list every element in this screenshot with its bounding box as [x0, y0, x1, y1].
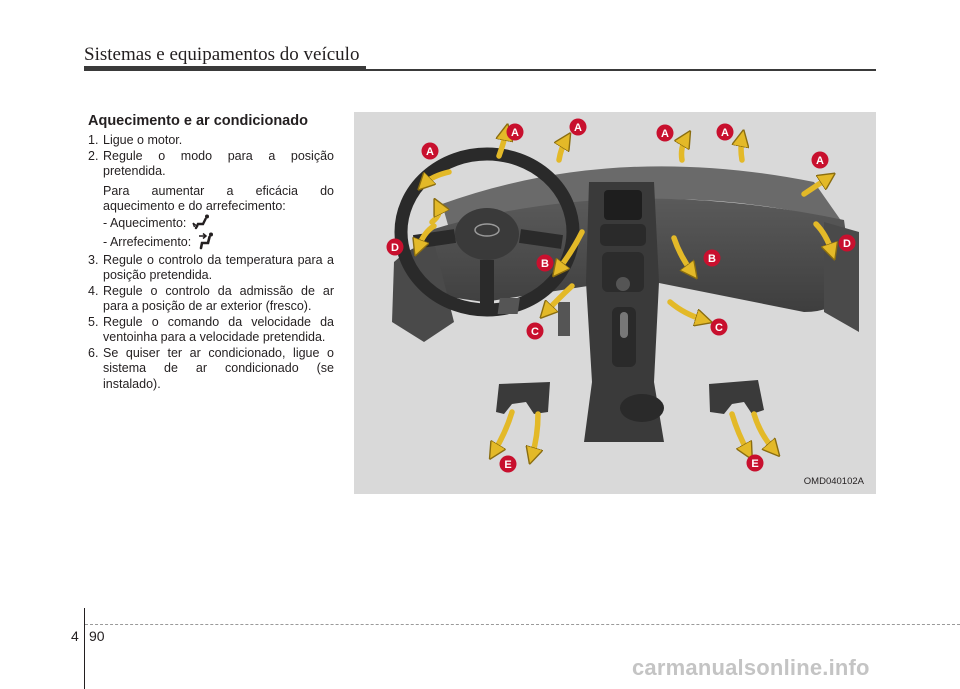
step-1: 1. Ligue o motor.: [88, 133, 183, 147]
step-2: 2. Regule o modo para a posição pretendida.: [88, 148, 334, 178]
svg-text:E: E: [751, 458, 759, 470]
audio-controls: [600, 224, 646, 246]
heating-label: - Aquecimento:: [103, 216, 187, 231]
label-b: [537, 255, 554, 272]
label-b: [704, 250, 721, 267]
pedal: [498, 298, 520, 314]
label-a: [657, 125, 674, 142]
svg-text:A: A: [721, 127, 729, 139]
label-c: [711, 319, 728, 336]
step-6: 6. Se quiser ter ar condicionado, ligue o sistema de ar condicionado (se instalado).: [88, 345, 334, 391]
svg-text:B: B: [708, 253, 716, 265]
label-a: [570, 119, 587, 136]
pedal: [558, 302, 570, 336]
instruction-steps: [88, 133, 334, 392]
label-c: [527, 323, 544, 340]
header-rule: [84, 66, 366, 71]
step-2-note: Para aumentar a eficácia do aquecimento e do arrefecimento:: [103, 183, 334, 213]
climate-knob: [616, 277, 630, 291]
label-e: [500, 456, 517, 473]
step-4: 4. Regule o controlo da admissão de ar para a posição de ar exterior (fresco).: [88, 283, 334, 313]
face-mode-icon: [197, 232, 219, 255]
svg-text:C: C: [531, 326, 539, 338]
svg-text:A: A: [426, 146, 434, 158]
svg-text:B: B: [541, 258, 549, 270]
svg-text:C: C: [715, 322, 723, 334]
label-d: [839, 235, 856, 252]
footer-dotted-rule: [85, 624, 960, 625]
step-3: 3. Regule o controlo da temperatura para a posição pretendida.: [88, 252, 334, 282]
center-display: [604, 190, 642, 220]
svg-text:A: A: [816, 155, 824, 167]
label-a: [812, 152, 829, 169]
label-d: [387, 239, 404, 256]
svg-text:A: A: [661, 128, 669, 140]
label-e: [747, 455, 764, 472]
step-5: 5. Regule o comando da velocidade da ventoinha para a velocidade pretendida.: [88, 314, 334, 344]
cooling-label: - Arrefecimento:: [103, 235, 192, 250]
watermark: carmanualsonline.info: [632, 655, 870, 680]
gear-shifter: [620, 312, 628, 338]
label-a: [507, 124, 524, 141]
svg-text:A: A: [574, 122, 582, 134]
svg-text:E: E: [504, 459, 512, 471]
page-header-title: Sistemas e equipamentos do veículo: [84, 44, 360, 65]
figure-code: OMD040102A: [803, 476, 864, 487]
svg-text:D: D: [391, 242, 399, 254]
header-rule-thin: [366, 69, 876, 71]
svg-text:A: A: [511, 127, 519, 139]
air-vent-diagram: [354, 112, 876, 494]
rear-floor-duct-right: [709, 380, 764, 414]
label-a: [422, 143, 439, 160]
chapter-number: 4: [71, 628, 79, 644]
footer-margin-line: [84, 608, 85, 689]
page-number: 90: [89, 628, 105, 644]
section-title: Aquecimento e ar condicionado: [88, 113, 308, 129]
heating-mode-row: [88, 215, 334, 234]
svg-text:D: D: [843, 238, 851, 250]
dashboard-illustration: [354, 112, 876, 494]
cooling-mode-row: [88, 234, 334, 253]
label-a: [717, 124, 734, 141]
rear-floor-duct-left: [496, 382, 550, 414]
cup-holder: [620, 394, 664, 422]
